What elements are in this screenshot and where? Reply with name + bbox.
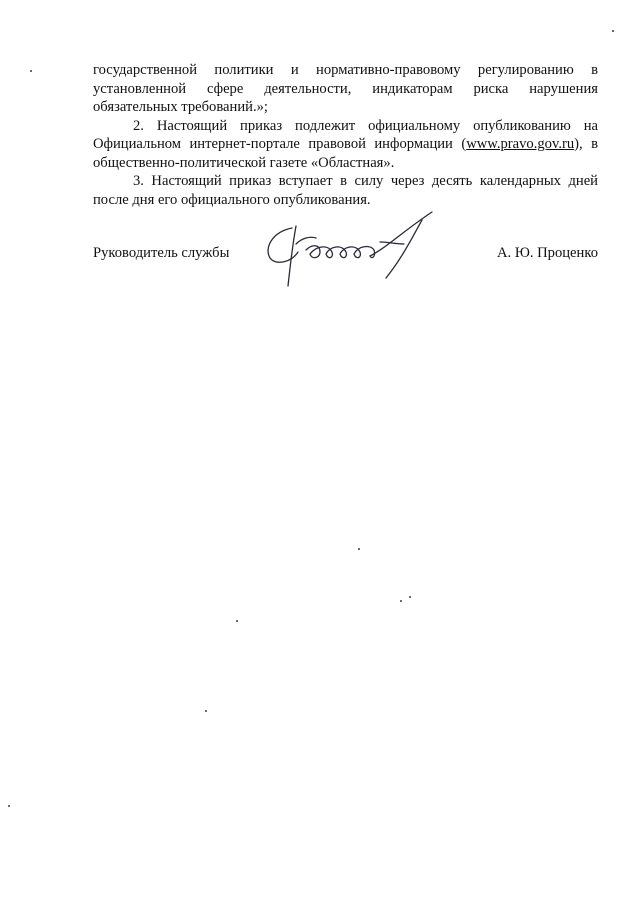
handwritten-signature (262, 208, 462, 288)
paragraph-2-text-end: ), в общественно-политической газете «Областная». (93, 136, 598, 171)
document-body (93, 61, 598, 209)
scan-speck (236, 620, 238, 622)
signatory-name: А. Ю. Проценко (496, 245, 598, 261)
scan-speck (400, 600, 402, 602)
scan-speck (612, 30, 614, 32)
pravo-url-link[interactable]: www.pravo.gov.ru (466, 136, 575, 152)
paragraph-3: 3. Настоящий приказ вступает в силу через десять календарных дней после дня его официального опубликования. (93, 173, 598, 208)
scan-speck (30, 70, 32, 72)
scan-speck (205, 710, 207, 712)
paragraph-2 (93, 117, 598, 173)
scan-speck (409, 596, 411, 598)
scan-speck (8, 805, 10, 807)
signatory-title: Руководитель службы (93, 245, 230, 261)
scan-speck (358, 548, 360, 550)
paragraph-2-text-start: 2. Настоящий приказ подлежит официальному опубликованию на Официальном интернет-портале правовой информации ( (93, 117, 598, 152)
paragraph-continuation: государственной политики и нормативно-правовому регулированию в установленной сфере деятельности, индикаторам риска нарушения обязательных требований.»; (93, 62, 598, 115)
